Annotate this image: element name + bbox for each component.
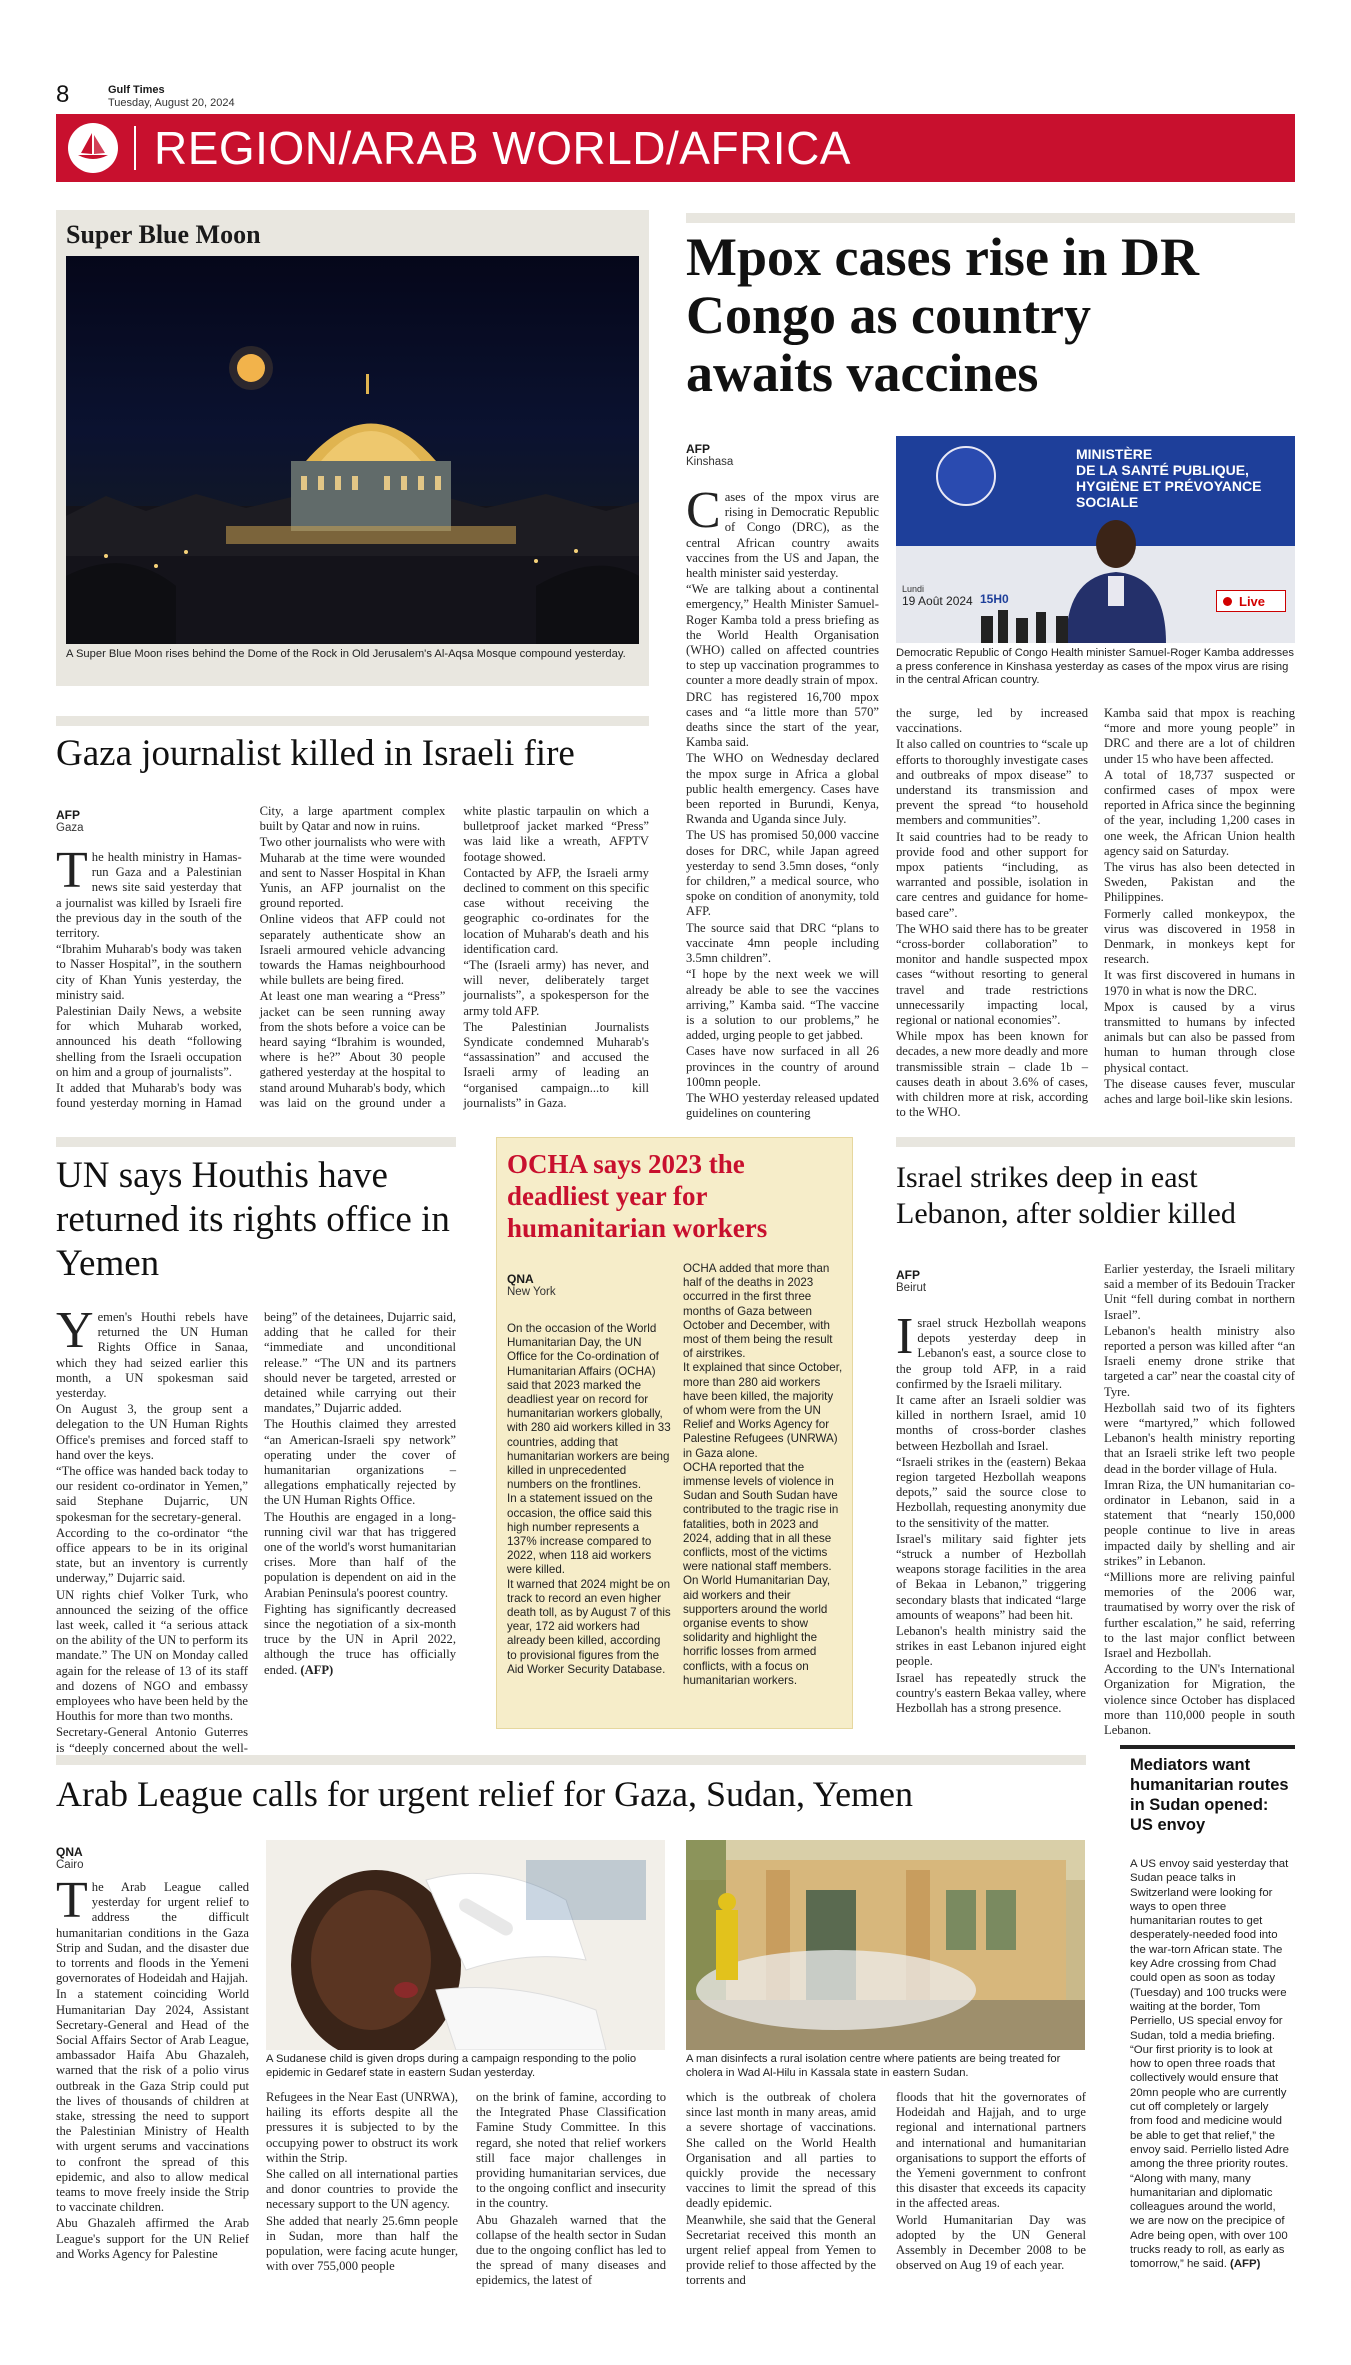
- arab-league-p8: Abu Ghazaleh warned that the collapse of the health sector in Sudan due to the ongoing conflict has led to the spread of many diseases and epidemics, the latest of: [476, 2212, 666, 2288]
- mpox-p5: The US has promised 50,000 vaccine doses for DRC, while Japan agreed yesterday to send 3.5mn doses, “only for children,” a medical source, who spoke on condition of anonymity, told AFP.: [686, 828, 879, 919]
- cholera-photo: [686, 1840, 1085, 2050]
- mpox-p3: DRC has registered 16,700 mpox cases and “a little more than 570” deaths since the start of the year, Kamba said.: [686, 689, 879, 750]
- ministry-line2: DE LA SANTÉ PUBLIQUE,: [1076, 462, 1249, 478]
- houthis-p3: “The office was handed back today to our resident co-ordinator in Yemen,” said Stephane Dujarric, UN spokesman for the secretary-general.: [56, 1464, 248, 1524]
- gaza-headline: Gaza journalist killed in Israeli fire: [56, 733, 575, 774]
- polio-photo: [266, 1840, 665, 2050]
- ocha-col1: [507, 1322, 671, 1677]
- lebanon-agency: AFP: [896, 1268, 920, 1282]
- arab-league-top-rule: [56, 1755, 1086, 1765]
- ocha-p4: OCHA added that more than half of the deaths in 2023 occurred in the first three months of Gaza between October and December, with most of them being the result of airstrikes.: [683, 1262, 833, 1361]
- houthis-signoff: (AFP): [300, 1662, 334, 1677]
- boat-logo-icon: [68, 123, 118, 173]
- gaza-body: [56, 804, 649, 1122]
- houthis-body: [56, 1302, 456, 1766]
- mpox-p19: It was first discovered in humans in 1970 in what is now the DRC.: [1104, 968, 1295, 998]
- mpox-p9: The WHO yesterday released updated guidelines on countering: [686, 1090, 879, 1121]
- mpox-col2: [896, 706, 1088, 1130]
- moon-photo: [66, 256, 639, 644]
- lebanon-col2: [1104, 1262, 1295, 1738]
- mpox-p17: The virus has also been detected in Sweden, Pakistan and the Philippines.: [1104, 860, 1295, 905]
- ocha-dateline: New York: [507, 1286, 556, 1298]
- page-number: 8: [56, 81, 70, 108]
- houthis-top-rule: [56, 1137, 456, 1147]
- arab-league-p9: which is the outbreak of cholera since last month in many areas, amid a severe shortage of vaccinations. She called on the World Health Organisation and all parties to quickly provide the necessary vaccines to limit the spread of this deadly epidemic.: [686, 2090, 876, 2211]
- photo-time: 15H0: [980, 592, 1009, 606]
- mpox-p20: Mpox is caused by a virus transmitted to humans by infected animals but can also be passed from human to human through close physical contact.: [1104, 999, 1295, 1075]
- banner-divider: [134, 126, 136, 170]
- moon-caption: A Super Blue Moon rises behind the Dome of the Rock in Old Jerusalem's Al-Aqsa Mosque compound yesterday.: [66, 648, 626, 660]
- lebanon-p10: Imran Riza, the UN humanitarian co-ordinator in Lebanon, said in a statement that “nearly 150,000 people continue to live in areas impacted daily by shelling and air strikes” in Lebanon.: [1104, 1477, 1295, 1568]
- mediators-body: [1130, 1857, 1290, 2272]
- arab-league-col5: [896, 2090, 1086, 2340]
- issue-date: Tuesday, August 20, 2024: [108, 97, 235, 109]
- moon-box: [56, 210, 649, 686]
- ocha-headline: OCHA says 2023 the deadliest year for humanitarian workers: [507, 1149, 768, 1243]
- lebanon-p9: Hezbollah said two of its fighters were “martyred,” which followed Lebanon's health ministry reporting that an Israeli strike left two people dead in the border village of Hula.: [1104, 1400, 1295, 1476]
- houthis-headline: UN says Houthis have returned its rights office in Yemen: [56, 1155, 450, 1284]
- lebanon-dateline: Beirut: [896, 1282, 927, 1294]
- mpox-col3: [1104, 706, 1295, 1130]
- houthis-p9: [264, 1602, 456, 1678]
- live-badge: [1216, 590, 1286, 612]
- houthis-p6: Secretary-General Antonio Guterres is “deeply concerned about the well-being” of the detainees, Dujarric said, adding that he called for their “immediate and unconditional release.” “The UN and its partners should never be targeted, arrested or detained while carrying out their mandates,” Dujarric added.: [56, 1310, 456, 1755]
- lebanon-p2: It came after an Israeli soldier was killed in northern Israel, amid 10 months of cross-border clashes between Hezbollah and Israel.: [896, 1393, 1086, 1453]
- mpox-p21: The disease causes fever, muscular aches and large boil-like skin lesions.: [1104, 1076, 1295, 1107]
- lebanon-p11: “Millions more are reliving painful memories of the 2006 war, traumatised by worry over the risk of further escalation,” he said, referring to the last major conflict between Israel and Hezbollah.: [1104, 1570, 1295, 1661]
- arab-league-col1: [56, 1872, 249, 2340]
- lebanon-col1: [896, 1308, 1086, 1736]
- arab-league-p1: The Arab League called yesterday for urgent relief to address the difficult humanitarian conditions in the Gaza Strip and Sudan, and the disaster due to torrents and floods in the Yemeni governorates of Hodeidah and Hajjah.: [56, 1872, 249, 1986]
- mpox-photo: [896, 436, 1295, 643]
- arab-league-p2: In a statement coinciding World Humanitarian Day 2024, Assistant Secretary-General and Head of the Social Affairs Sector of Arab League, ambassador Haifa Abu Ghazaleh, warned that the risk of a polio virus outbreak in the Gaza Strip could put the lives of thousands of children at stake, stressing the need to support the Palestinian Ministry of Health with urgent serums and vaccinations to confront the spread of this epidemic, and also to allow medical teams to move freely inside the Strip to vaccinate children.: [56, 1987, 249, 2215]
- arab-league-p6: She added that nearly 25.6mn people in Sudan, more than half the population, were facing acute hunger, with over 755,000 people: [266, 2213, 458, 2274]
- gaza-p6: Online videos that AFP could not separately authenticate show an Israeli armoured vehicle advancing towards the Hamas neighbourhood while bullets are being fired.: [259, 912, 446, 988]
- paper-name: Gulf Times: [108, 84, 165, 96]
- ocha-p1: On the occasion of the World Humanitarian Day, the UN Office for the Co-ordination of Humanitarian Affairs (OCHA) said that 2023 marked the deadliest year on record for humanitarian workers globally, with 280 aid workers killed in 33 countries, adding that humanitarian workers are being killed in unprecedented numbers on the frontlines.: [507, 1322, 671, 1492]
- mpox-col1: [686, 482, 879, 1130]
- gaza-p5: Two other journalists who were with Muharab at the time were wounded and sent to Nasser Hospital in Khan Yunis, an AFP journalist on the ground reported.: [259, 835, 446, 911]
- ocha-agency: QNA: [507, 1272, 534, 1286]
- ocha-col2: [683, 1262, 845, 1688]
- mpox-p8: Cases have now surfaced in all 26 provinces in the country of around 100mn people.: [686, 1044, 879, 1089]
- mediators-top-rule: [1120, 1745, 1295, 1749]
- lebanon-p1: Israel struck Hezbollah weapons depots yesterday deep in Lebanon's east, a source close to the group told AFP, in a raid confirmed by the Israeli military.: [896, 1308, 1086, 1391]
- section-banner: [56, 114, 1295, 182]
- arab-league-p5: She called on all international parties and donor countries to provide the necessary support to the UN agency.: [266, 2167, 458, 2212]
- ocha-p5: It explained that since October, more than 280 aid workers have been killed, the majority of whom were from the UN Relief and Works Agency for Palestine Refugees (UNRWA) in Gaza alone.: [683, 1361, 843, 1460]
- ocha-p6: OCHA reported that the immense levels of violence in Sudan and South Sudan have contributed to the tragic rise in fatalities, both in 2023 and 2024, adding that in all these conflicts, most of the victims were national staff members.: [683, 1460, 839, 1574]
- ocha-p3: It warned that 2024 might be on track to record an even higher death toll, as by August 7 of this year, 172 aid workers had already been killed, according to provisional figures from the Aid Worker Security Database.: [507, 1577, 671, 1676]
- houthis-p8: The Houthis are engaged in a long-running civil war that has triggered one of the world's worst humanitarian crises. More than half of the population is dependent on aid in the Arabian Peninsula's poorest country.: [264, 1509, 456, 1600]
- arab-league-p7: on the brink of famine, according to the Integrated Phase Classification Famine Study Committee. In this regard, she noted that relief workers still face major challenges in providing humanitarian services, due to the ongoing conflict and insecurity in the country.: [476, 2090, 666, 2211]
- arab-league-col3: [476, 2090, 666, 2340]
- arab-league-p10: Meanwhile, she said that the General Secretariat received this month an urgent relief appeal from Yemen to provide relief to those affected by the torrents and: [686, 2212, 876, 2288]
- mpox-p7: “I hope by the next week we will already be able to see the vaccines arriving,” Kamba said. “The vaccine is a solution to our problems,” he added, urging people to get jabbed.: [686, 967, 879, 1043]
- houthis-p9-text: Fighting has significantly decreased since the negotiation of a six-month truce by the UN in April 2022, although the truce has officially ended.: [264, 1601, 456, 1677]
- lebanon-p5: Lebanon's health ministry said the strikes in east Lebanon injured eight people.: [896, 1624, 1086, 1669]
- gaza-p2: “Ibrahim Muharab's body was taken to Nasser Hospital”, in the southern city of Khan Yunis yesterday, the ministry said.: [56, 942, 242, 1002]
- mpox-p6: The source said that DRC “plans to vaccinate 4mn people including 3.5mn children”.: [686, 920, 879, 966]
- gaza-p10: The Palestinian Journalists Syndicate condemned Muharab's “assassination” and accused the Israeli army of leading an “organised campaign...to kill journalists” in Gaza.: [463, 1019, 649, 1110]
- houthis-p2: On August 3, the group sent a delegation to the UN Human Rights Office's premises and forced staff to hand over the keys.: [56, 1402, 248, 1462]
- mpox-p2: “We are talking about a continental emergency,” Health Minister Samuel-Roger Kamba told a press briefing as the World Health Organisation (WHO) called on affected countries to step up vaccination programmes to counter a more deadly strain of mpox.: [686, 582, 879, 688]
- microphones: [976, 606, 1086, 643]
- arab-league-p12: World Humanitarian Day was adopted by the UN General Assembly in December 2008 to be observed on Aug 19 of each year.: [896, 2212, 1086, 2273]
- polio-caption: A Sudanese child is given drops during a campaign responding to the polio epidemic in Gedaref state in eastern Sudan yesterday.: [266, 2053, 637, 2079]
- gaza-p3: Palestinian Daily News, a website for which Muharab worked, announced his death “following shelling from the Israeli occupation on him and a group of journalists”.: [56, 1004, 242, 1079]
- gaza-p4: It added that Muharab's body was found yesterday morning in Hamad City, a large apartment complex built by Qatar and now in ruins.: [56, 804, 446, 1111]
- ocha-p7: On World Humanitarian Day, aid workers and their supporters around the world organise events to show solidarity and highlight the horrific losses from armed conflicts, with a focus on humanitarian workers.: [683, 1574, 831, 1687]
- mpox-p12: It said countries had to be ready to provide food and other support for mpox patients “including, as warranted and possible, isolation in care centres and guidance for home-based care”.: [896, 829, 1088, 920]
- ministry-line4: SOCIALE: [1076, 494, 1139, 510]
- mediators-text: A US envoy said yesterday that Sudan peace talks in Switzerland were looking for ways to open three humanitarian routes to get desperately-needed food into the war-torn African state. The key Adre crossing from Chad could open as soon as today (Tuesday) and 100 trucks were waiting at the border, Tom Perriello, US special envoy for Sudan, told a media briefing. “Our first priority is to look at how to open three roads that collectively would ensure that 20mn people who are currently cut off completely or largely from food and medicine would be able to get that relief,” the envoy said. Perriello listed Adre among the three priority routes. “Along with many, many humanitarian and diplomatic colleagues around the world, we are now on the precipice of Adre being open, with over 100 trucks ready to roll, as early as tomorrow,” he said.: [1130, 1858, 1289, 2271]
- mpox-p1: Cases of the mpox virus are rising in Democratic Republic of Congo (DRC), as the central African country awaits vaccines from the US and Japan, the health minister said yesterday.: [686, 482, 879, 581]
- mpox-agency: AFP: [686, 442, 710, 456]
- photo-date-day: Lundi: [902, 584, 925, 594]
- ministry-line1: MINISTÈRE: [1076, 446, 1153, 462]
- houthis-p4: According to the co-ordinator “the office appears to be in its original state, but an inventory is currently underway,” Dujarric said.: [56, 1525, 248, 1586]
- ocha-p2: In a statement issued on the occasion, the office said this high number represents a 137% increase compared to 2022, when 118 aid workers were killed.: [507, 1492, 653, 1577]
- arab-league-headline: Arab League calls for urgent relief for Gaza, Sudan, Yemen: [56, 1774, 914, 1814]
- arab-league-p4: Refugees in the Near East (UNRWA), hailing its efforts despite all the pressures it is subjected to by the occupying power to obstruct its work within the Strip.: [266, 2090, 458, 2165]
- moon-title: Super Blue Moon: [66, 220, 261, 249]
- gaza-dateline: Gaza: [56, 822, 84, 834]
- mpox-p13: The WHO said there has to be greater “cross-border collaboration” to monitor and handle suspected mpox cases “without resorting to general travel and trade restrictions unnecessarily impacting local, regional or national economies”.: [896, 921, 1088, 1028]
- gaza-p8: Contacted by AFP, the Israeli army declined to comment on this specific case without receiving the geographic co-ordinates for the location of Muharab's death and his identification card.: [463, 865, 649, 956]
- mpox-p16: A total of 18,737 suspected or confirmed cases of mpox were reported in Africa since the beginning of the year, including 1,200 cases in one week, the African Union health agency said on Saturday.: [1104, 767, 1295, 858]
- arab-league-p3: Abu Ghazaleh affirmed the Arab League's support for the UN Relief and Works Agency for Palestine: [56, 2216, 249, 2261]
- arab-league-p11: floods that hit the governorates of Hodeidah and Hajjah, and to urge regional and international partners and international and humanitarian organisations to support the efforts of the Yemeni government to confront this disaster that exceeds its capacity in the affected areas.: [896, 2090, 1086, 2211]
- lebanon-p7: Earlier yesterday, the Israeli military said a member of its Bedouin Tracker Unit “fell during combat in northern Israel”.: [1104, 1262, 1295, 1322]
- lebanon-headline: Israel strikes deep in east Lebanon, after soldier killed: [896, 1161, 1236, 1230]
- live-label: Live: [1239, 594, 1266, 609]
- lebanon-p12: According to the UN's International Organization for Migration, the violence since October has displaced more than 110,000 people in south Lebanon.: [1104, 1662, 1295, 1738]
- houthis-p1: Yemen's Houthi rebels have returned the UN Human Rights Office in Sanaa, which they had seized earlier this month, a UN spokesman said yesterday.: [56, 1302, 248, 1401]
- lebanon-p6: Israel has repeatedly struck the country's eastern Bekaa valley, where Hezbollah has a strong presence.: [896, 1670, 1086, 1716]
- gaza-p1: The health ministry in Hamas-run Gaza and a Palestinian news site said yesterday that a journalist was killed by Israeli fire the previous day in the south of the territory.: [56, 842, 242, 941]
- arab-league-col4: [686, 2090, 876, 2340]
- lebanon-top-rule: [896, 1137, 1295, 1147]
- mpox-top-rule: [686, 213, 1295, 223]
- arab-league-dateline: Cairo: [56, 1859, 84, 1871]
- gaza-top-rule: [56, 716, 649, 726]
- arab-league-col2: [266, 2090, 458, 2340]
- ministry-seal-icon: [936, 446, 996, 506]
- gaza-agency: AFP: [56, 808, 80, 822]
- mpox-p4: The WHO on Wednesday declared the mpox surge in Africa a global public health emergency. Cases have been reported in Burundi, Kenya, Rwanda and Uganda since July.: [686, 751, 879, 827]
- mediators-signoff: (AFP): [1230, 2258, 1261, 2271]
- photo-date: 19 Août 2024: [902, 594, 973, 608]
- gaza-p7: At least one man wearing a “Press” jacket can be seen running away from the shots before a voice can be heard saying “Ibrahim is wounded, where is he?” About 30 people gathered yesterday at the hospital to stand around Muharab's body, which was laid on the ground under a white plastic tarpaulin on which a bulletproof jacket marked “Press” was laid like a wreath, AFPTV footage showed.: [259, 804, 649, 1110]
- section-title: REGION/ARAB WORLD/AFRICA: [154, 122, 851, 174]
- mpox-p11: It also called on countries to “scale up efforts to thoroughly investigate cases and outbreaks of mpox disease” to understand its transmission and prevent the spread “to household members and communities”.: [896, 737, 1088, 828]
- mpox-dateline: Kinshasa: [686, 456, 734, 468]
- mpox-p10: the surge, led by increased vaccinations.: [896, 706, 1088, 736]
- ministry-line3: HYGIÈNE ET PRÉVOYANCE: [1076, 478, 1262, 494]
- lebanon-p3: “Israeli strikes in the (eastern) Bekaa region targeted Hezbollah weapons depots,” said the source close to Hezbollah, requesting anonymity due to the sensitivity of the matter.: [896, 1454, 1086, 1530]
- mpox-caption: Democratic Republic of Congo Health minister Samuel-Roger Kamba addresses a press conference in Kinshasa yesterday as cases of the mpox virus are rising in the central African country.: [896, 647, 1294, 686]
- mpox-p14: While mpox has been known for decades, a new more deadly and more transmissible strain – clade 1b – causes death in about 3.6% of cases, with children more at risk, according to the WHO.: [896, 1029, 1088, 1120]
- lebanon-p8: Lebanon's health ministry also reported a person was killed after “an Israeli enemy drone strike that targeted a car” near the coastal city of Tyre.: [1104, 1323, 1295, 1399]
- ocha-box: [496, 1137, 853, 1729]
- gaza-p9: “The (Israeli army) has never, and will never, deliberately target journalists”, a spokesperson for the army told AFP.: [463, 958, 649, 1018]
- mpox-p15: Kamba said that mpox is reaching “more and more young people” in DRC and there are a lot of children under 15 who have been affected.: [1104, 706, 1295, 766]
- live-dot-icon: [1223, 597, 1232, 606]
- arab-league-agency: QNA: [56, 1845, 83, 1859]
- lebanon-p4: Israel's military said fighter jets “struck a number of Hezbollah weapons storage facilities in the area of Bekaa in Lebanon,” triggering secondary blasts that indicated “large amounts of weapons” had been hit.: [896, 1531, 1086, 1622]
- mediators-headline: Mediators want humanitarian routes in Sudan opened: US envoy: [1130, 1756, 1289, 1834]
- mpox-p18: Formerly called monkeypox, the virus was discovered in 1958 in Denmark, in monkeys kept for research.: [1104, 906, 1295, 967]
- mediators-box: [1120, 1745, 1295, 2345]
- houthis-p7: The Houthis claimed they arrested “an American-Israeli spy network” operating under the cover of humanitarian organizations – allegations emphatically rejected by the UN Human Rights Office.: [264, 1417, 456, 1508]
- houthis-p5: UN rights chief Volker Turk, who announced the seizing of the office last week, called it “a serious attack on the ability of the UN to perform its mandate.” The UN on Monday called again for the release of 13 of its staff and dozens of NGO and embassy employees who have been held by the Houthis for more than two months.: [56, 1587, 248, 1724]
- cholera-caption: A man disinfects a rural isolation centre where patients are being treated for cholera in Wad Al-Hilu in Kassala state in eastern Sudan.: [686, 2053, 1061, 2079]
- mpox-headline: Mpox cases rise in DR Congo as country awaits vaccines: [686, 227, 1199, 403]
